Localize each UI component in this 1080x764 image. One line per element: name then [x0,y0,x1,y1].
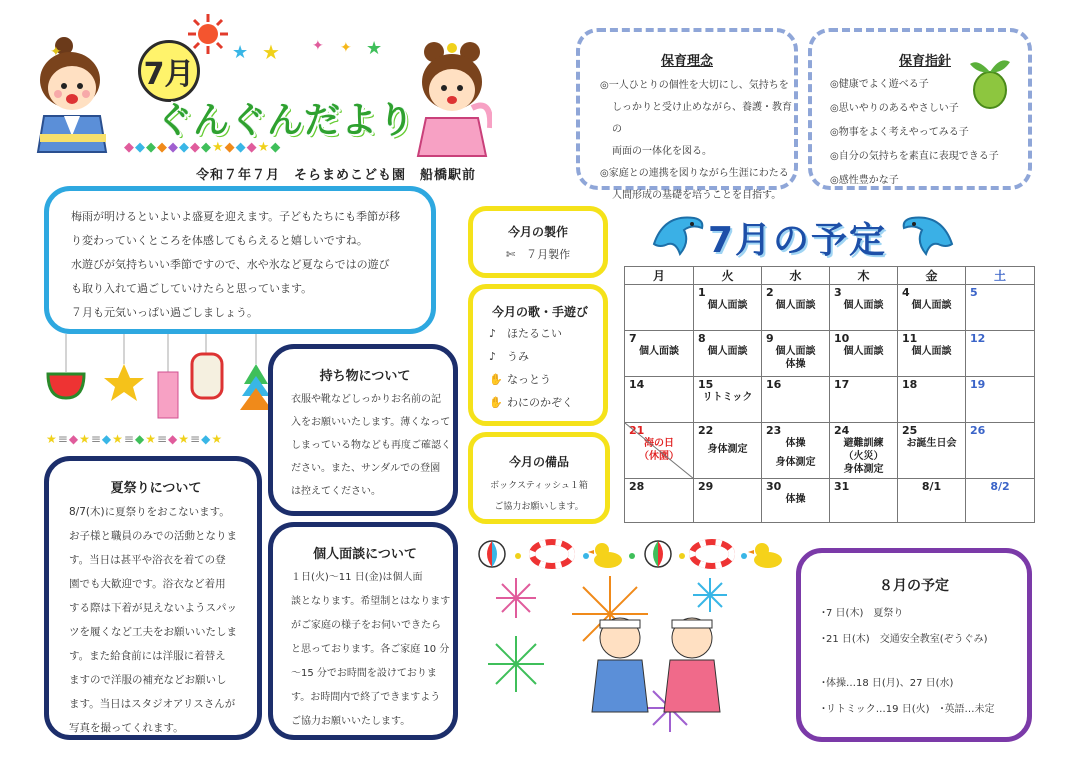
calendar-day: 17 [830,377,898,423]
song-item: ♪ うみ [489,345,603,368]
duck-icon [748,543,782,568]
star-icon: ★ [232,42,249,63]
star-icon: ✦ [312,38,324,54]
guideline-item: ◎物事をよく考えやってみる子 [830,127,969,138]
interview-line: ご協力お願いいたします。 [291,716,411,727]
hanging-decorations [44,334,284,426]
sun-icon [188,14,228,54]
guideline-item: ◎思いやりのあるやさしい子 [830,103,959,114]
beach-ball-icon [645,541,671,567]
kids-illustration [592,618,720,712]
interview-line: ～15 分でお時間を設けておりま [291,668,437,679]
masthead-title: ぐんぐんだより [156,100,416,141]
calendar-week-row [625,285,1035,331]
calendar-day: 30 体操 [762,479,830,523]
calendar-day: 22 身体測定 [694,423,762,479]
philosophy-line: しっかりと受け止めながら、養護・教育の [612,102,792,135]
calendar-day: 3 個人面談 [830,285,898,331]
header-info-line: 令和７年７月 そらまめこども園 船橋駅前 [196,168,477,183]
interview-line: 談となります。希望制とはなります [291,596,451,607]
calendar-day: 10 個人面談 [830,331,898,377]
august-line: ･リトミック…19 日(火) ･英語…未定 [821,704,995,715]
supplies-title: 今月の備品 [508,455,569,469]
weekday-wed: 水 [762,267,830,285]
lantern-icon [192,354,222,398]
calendar-day: 1 個人面談 [694,285,762,331]
calendar-day: 12 [966,331,1035,377]
festival-line: ます。当日はスタジオアリスさんが [69,698,236,710]
supplies-box [468,432,610,524]
festival-line: す。当日は甚平や浴衣を着ての登 [69,554,226,566]
calendar-day: 24 避難訓練 （火災） 身体測定 [830,423,898,479]
greeting-box [44,186,436,334]
music-note-icon: ♪ [489,327,497,340]
august-line: ･21 日(木) 交通安全教室(ぞうぐみ) [821,634,988,645]
star-icon: ★ [366,38,383,59]
guideline-item: ◎健康でよく遊べる子 [830,79,929,90]
calendar-day: 23 体操 身体測定 [762,423,830,479]
belongings-line: は控えてください。 [291,486,381,497]
firework-icon [488,636,544,692]
header-girl-illustration [412,38,492,160]
philosophy-box [576,28,798,201]
calendar-day: 7 個人面談 [625,331,694,377]
dolphin-icon [900,208,956,260]
calendar-day: 8 個人面談 [694,331,762,377]
greeting-line: も取り入れて過ごしていけたらと思っています。 [71,282,313,295]
supplies-line: ボックスティッシュ１箱 [490,481,588,491]
supplies-line: ご協力お願いします。 [494,502,584,512]
festival-line: する際は下着が見えないようスパッ [69,602,237,614]
music-note-icon: ♪ [489,350,497,363]
calendar-day: 2 個人面談 [762,285,830,331]
calendar-day: 28 [625,479,694,523]
calendar-week-row [625,423,1035,479]
calendar-day: 25 お誕生日会 [898,423,966,479]
greeting-line: 水遊びが気持ちいい季節ですので、水や氷など夏ならではの遊び [71,258,390,271]
greeting-line: り変わっていくところを体感してもらえると嬉しいですね。 [71,234,368,247]
calendar-day: 29 [694,479,762,523]
songs-title: 今月の歌・手遊び [491,305,588,319]
weekday-thu: 木 [830,267,898,285]
firework-icon [693,578,727,612]
hand-icon: ✋ [489,373,503,386]
calendar-day: 4 個人面談 [898,285,966,331]
guideline-item: ◎感性豊かな子 [830,175,899,186]
calendar-table [624,266,1035,523]
star-border-decoration: ★≡◆★≡◆★≡◆★≡◆★≡◆★ [46,432,224,446]
calendar-header-row [625,267,1035,285]
calendar-title: 7月の予定 [708,220,888,261]
interview-line: と思っております。各ご家庭 10 分 [291,644,450,655]
calendar-day: 14 [625,377,694,423]
calendar-day: 15 リトミック [694,377,762,423]
calendar-day: 8/2 [966,479,1035,523]
interview-line: １日(火)～11 日(金)は個人面 [291,572,423,583]
festival-line: ますので洋服の補充などお願いし [69,674,227,686]
calendar-day: 19 [966,377,1035,423]
calendar-day: 8/1 [898,479,966,523]
philosophy-line: ◎家庭との連携を図りながら生涯にわたる [600,168,789,179]
weekday-fri: 金 [898,267,966,285]
festival-line: す。また給食前には洋服に着替え [69,650,226,662]
guideline-item: ◎自分の気持ちを素直に表現できる子 [830,151,999,162]
holiday-slash [625,423,694,479]
guidelines-box [808,28,1032,190]
calendar-day: 11 個人面談 [898,331,966,377]
watermelon-icon [48,374,84,398]
festival-title: 夏祭りについて [110,481,202,496]
greeting-line: 梅雨が明けるといよいよ盛夏を迎えます。子どもたちにも季節が移 [71,210,401,223]
greeting-line: ７月も元気いっぱい過ごしましょう。 [71,306,258,319]
summer-decoration-row [476,538,796,570]
august-line: ･体操…18 日(月)、27 日(水) [821,678,954,689]
festival-line: お子様と職員のみでの活動となりま [69,530,237,542]
philosophy-line: 両面の一体化を図る。 [612,146,712,157]
calendar-day: 18 [898,377,966,423]
craft-item: ✄ ７月製作 [505,248,571,261]
august-box [796,548,1032,742]
festival-box [44,456,262,740]
weekday-sat: 土 [966,267,1035,285]
interview-line: す。お時間内で終了できますよう [291,692,441,703]
calendar-day: 16 [762,377,830,423]
belongings-line: 衣服や靴などしっかりお名前の記 [291,394,441,405]
craft-title: 今月の製作 [507,225,568,239]
festival-line: 8/7(木)に夏祭りをおこないます。 [69,506,230,518]
calendar-week-row [625,331,1035,377]
belongings-title: 持ち物について [319,369,411,384]
belongings-line: ださい。また、サンダルでの登園 [291,463,441,474]
august-line [821,653,1027,671]
calendar-day: 31 [830,479,898,523]
weekday-tue: 火 [694,267,762,285]
interview-box [268,522,458,740]
philosophy-line: ◎一人ひとりの個性を大切にし、気持ちを [600,80,789,91]
belongings-line: しまっている物なども再度ご確認く [291,440,451,451]
song-item: ✋ わにのかぞく [489,391,603,414]
star-icon: ★ [46,432,58,446]
belongings-line: 入をお願いいたします。薄くなって [291,417,451,428]
philosophy-title: 保育理念 [660,54,713,69]
header-star-border: ◆◆◆◆◆◆◆◆★◆◆◆★◆ [124,140,282,155]
belongings-box [268,344,458,516]
interview-title: 個人面談について [313,547,417,562]
calendar-day [625,285,694,331]
song-item: ✋ なっとう [489,368,603,391]
star-icon: ✦ [50,44,62,60]
swim-ring-icon [692,542,732,566]
calendar-day: 9 個人面談 体操 [762,331,830,377]
calendar-day: 26 [966,423,1035,479]
star-icon: ✦ [340,40,352,56]
august-title: ８月の予定 [879,578,949,594]
dolphin-icon [650,208,706,260]
philosophy-line: 人間形成の基礎を培うことを目指す。 [612,190,782,201]
duck-icon [588,543,622,568]
calendar-day-holiday: 21 海の日 （休園） [625,423,694,479]
beach-ball-icon [479,541,505,567]
song-item: ♪ ほたるこい [489,322,603,345]
star-icon: ★ [262,40,280,64]
firework-icon [496,578,536,618]
interview-line: がご家庭の様子をお伺いできたら [291,620,441,631]
craft-box [468,206,608,278]
calendar-day: 5 [966,285,1035,331]
fireworks-illustration [470,572,790,744]
swim-ring-icon [532,542,572,566]
hand-icon: ✋ [489,396,503,409]
calendar-week-row [625,377,1035,423]
calendar-week-row [625,479,1035,523]
festival-line: ツを履くなど工夫をお願いいたしま [69,626,237,638]
month-badge: 7月 [138,40,200,102]
star-icon: ◆ [124,140,135,155]
festival-line: 写真を撮ってくれます。 [69,722,184,734]
guidelines-title: 保育指針 [898,54,951,69]
songs-box [468,284,608,426]
festival-line: 園でも大歓迎です。浴衣など着用 [69,578,226,590]
star-icon [104,364,144,401]
august-line: ･7 日(木) 夏祭り [821,608,904,619]
weekday-mon: 月 [625,267,694,285]
sprout-icon [968,54,1012,110]
header-boy-illustration [34,36,112,158]
tanzaku-icon [158,372,178,418]
